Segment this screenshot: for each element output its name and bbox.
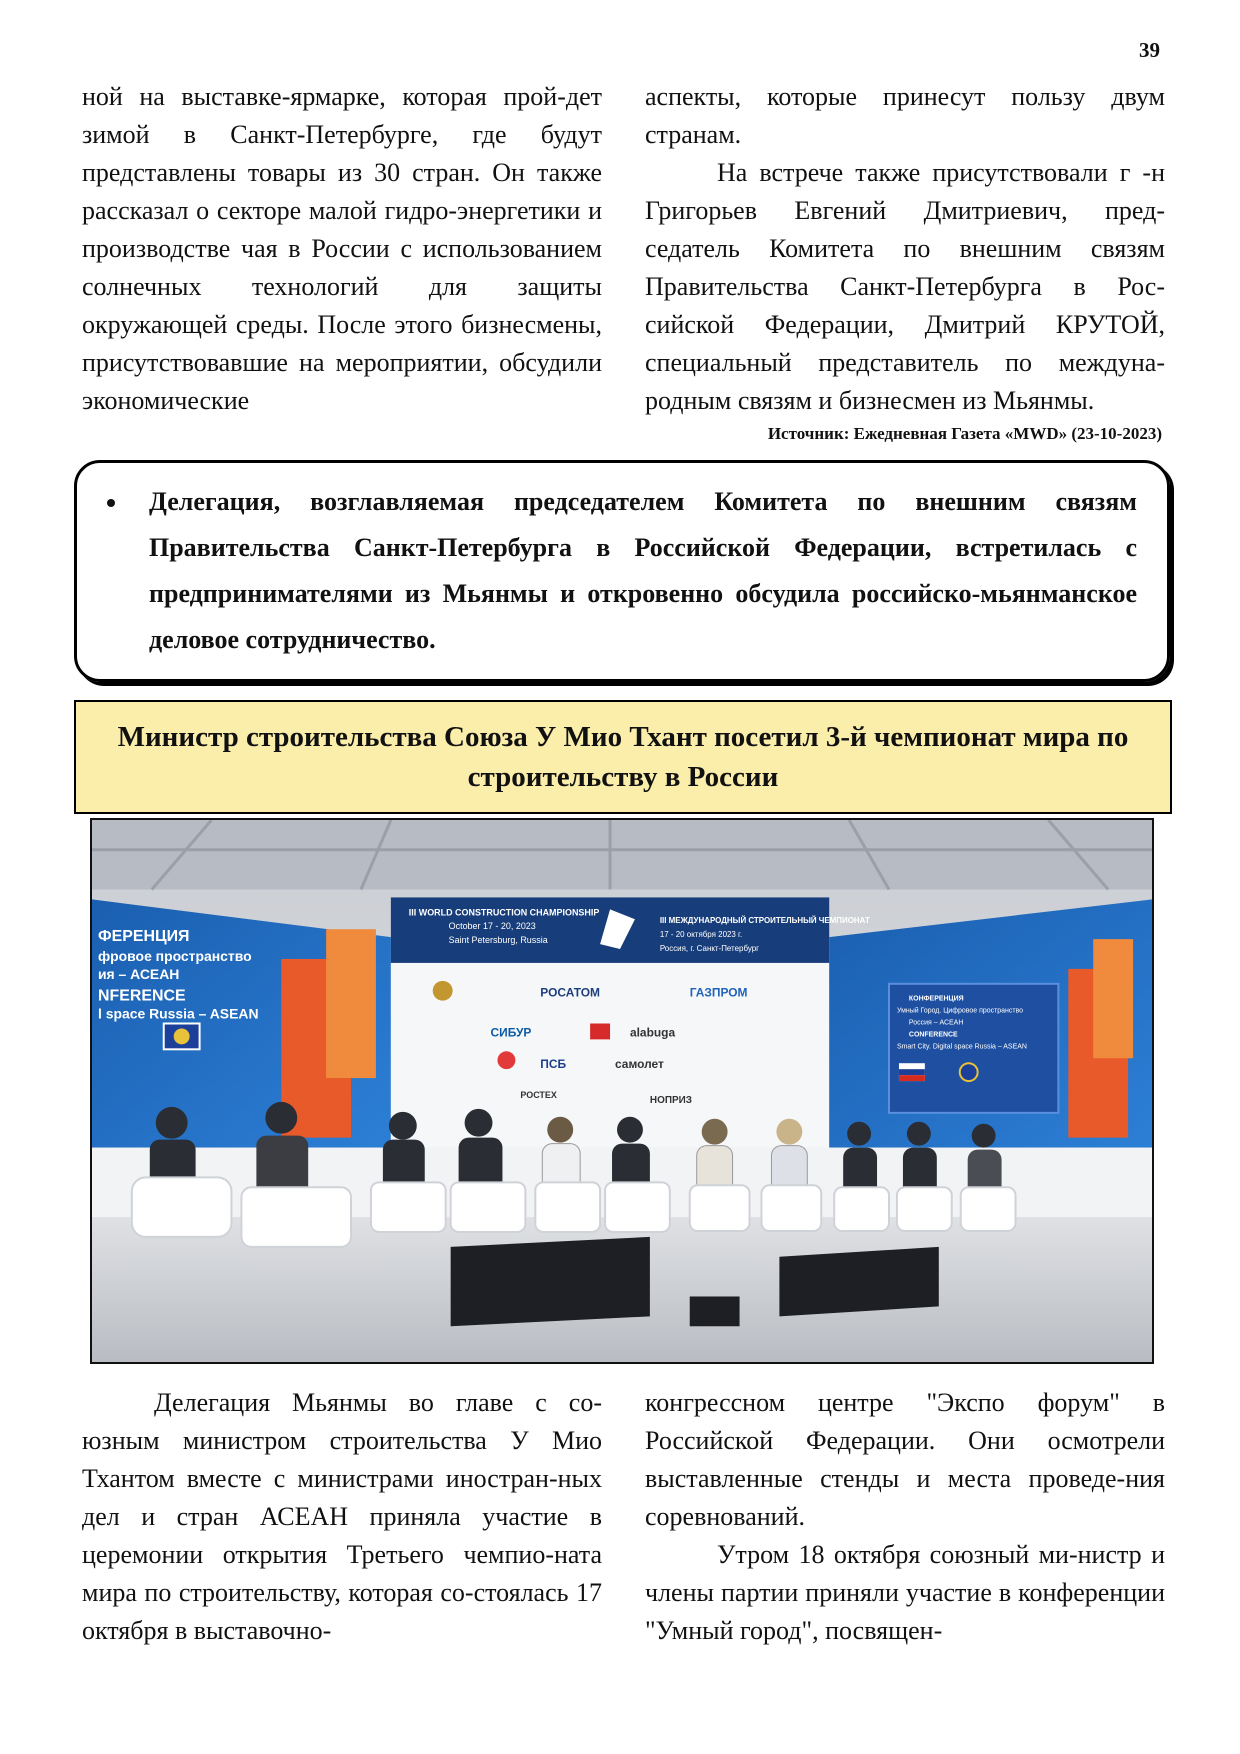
source-citation: Источник: Ежедневная Газета «MWD» (23-10-2023): [767, 424, 1162, 443]
right-screen-line: Умный Город. Цифровое пространство: [896, 1007, 1024, 1015]
paragraph: Утром 18 октября союзный ми-нистр и члены партии приняли участие в конференции "Умный город", посвящен-: [645, 1540, 1165, 1645]
paragraph: ной на выставке-ярмарке, которая прой-дет зимой в Санкт-Петербурге, где будут представлены товары из 30 стран. Он также рассказал о секторе малой гидро-энергетики и производстве чая в России с использованием солнечных технологий для защиты окружающей среды. После этого бизнесмены, присутствовавшие на мероприятии, обсудили экономические: [82, 82, 602, 415]
sponsor-logo: СИБУР: [490, 1025, 532, 1040]
left-screen-line: ФЕРЕНЦИЯ: [97, 928, 190, 946]
paragraph: Делегация Мьянмы во главе с со-юзным министром строительства У Мио Тхантом вместе с министрами иностран-ных дел и стран АСЕАН приняла участие в церемонии открытия Третьего чемпио-ната мира по строительству, которая со-стоялась 17 октября в выставочно-: [82, 1388, 602, 1645]
left-screen-line: ия – АСЕАН: [97, 965, 180, 982]
article-column-left-bottom: [82, 1384, 602, 1650]
sponsor-emblem-icon: [497, 1051, 515, 1069]
asean-emblem-icon: [960, 1063, 978, 1081]
center-title-ru: III МЕЖДУНАРОДНЫЙ СТРОИТЕЛЬНЫЙ ЧЕМПИОНАТ: [659, 916, 870, 926]
sponsor-logo: НОПРИЗ: [649, 1094, 693, 1106]
article-column-left-top: [82, 78, 602, 420]
right-screen-line: КОНФЕРЕНЦИЯ: [908, 995, 964, 1003]
center-title-ru: 17 - 20 октября 2023 г.: [659, 930, 743, 940]
left-screen-line: NFERENCE: [97, 987, 186, 1005]
left-screen-line: фровое пространство: [97, 947, 252, 964]
center-title-en: III WORLD CONSTRUCTION CHAMPIONSHIP: [408, 907, 600, 918]
sponsor-logo: РОСАТОМ: [540, 985, 601, 1000]
highlight-box: [74, 460, 1170, 682]
headline-box: [74, 700, 1172, 814]
paragraph: конгрессном центре "Экспо форум" в Российской Федерации. Они осмотрели выставленные стенды и места проведе-ния соревнований.: [645, 1388, 1165, 1531]
rzd-logo-icon: [590, 1023, 610, 1039]
ministry-emblem-icon: [433, 981, 453, 1001]
conference-photo: [90, 818, 1154, 1364]
center-title-ru: Россия, г. Санкт-Петербург: [659, 944, 760, 954]
headline: Министр строительства Союза У Мио Тхант посетил 3-й чемпионат мира по строительству в России: [117, 721, 1129, 793]
highlight-bullet: • Делегация, возглавляемая председателем Комитета по внешним связям Правительства Санкт-Петербурга в Российской Федерации, встретилась с предпринимателями из Мьянмы и откровенно обсудила российско-мьянманское деловое сотрудничество.: [129, 479, 1137, 663]
right-screen-line: CONFERENCE: [908, 1031, 958, 1039]
center-title-en: Saint Petersburg, Russia: [448, 935, 548, 946]
left-screen-line: l space Russia – ASEAN: [97, 1005, 259, 1022]
paragraph: аспекты, которые принесут пользу двум странам.: [645, 82, 1165, 149]
page-number: 39: [1139, 38, 1160, 62]
article-column-right-bottom: [645, 1384, 1165, 1650]
article-column-right-top: [645, 78, 1165, 420]
right-screen-line: Россия – АСЕАН: [908, 1019, 964, 1027]
sponsor-logo: ПСБ: [540, 1057, 567, 1072]
paragraph: На встрече также присутствовали г -н Григорьев Евгений Дмитриевич, пред-седатель Комитета по внешним связям Правительства Санкт-Петербурга в Рос-сийской Федерации, Дмитрий КРУТОЙ, специальный представитель по междуна-родным связям и бизнесмен из Мьянмы.: [645, 158, 1165, 415]
center-title-en: October 17 - 20, 2023: [448, 921, 536, 932]
conference-photo-illustration: [92, 820, 1152, 1362]
sponsor-logo: самолет: [615, 1057, 664, 1072]
sponsor-logo: ГАЗПРОМ: [689, 985, 748, 1000]
sponsor-logo: РОСТЕХ: [520, 1089, 557, 1100]
sponsor-logo: alabuga: [629, 1025, 676, 1040]
right-screen-line: Smart City. Digital space Russia – ASEAN: [896, 1043, 1027, 1051]
